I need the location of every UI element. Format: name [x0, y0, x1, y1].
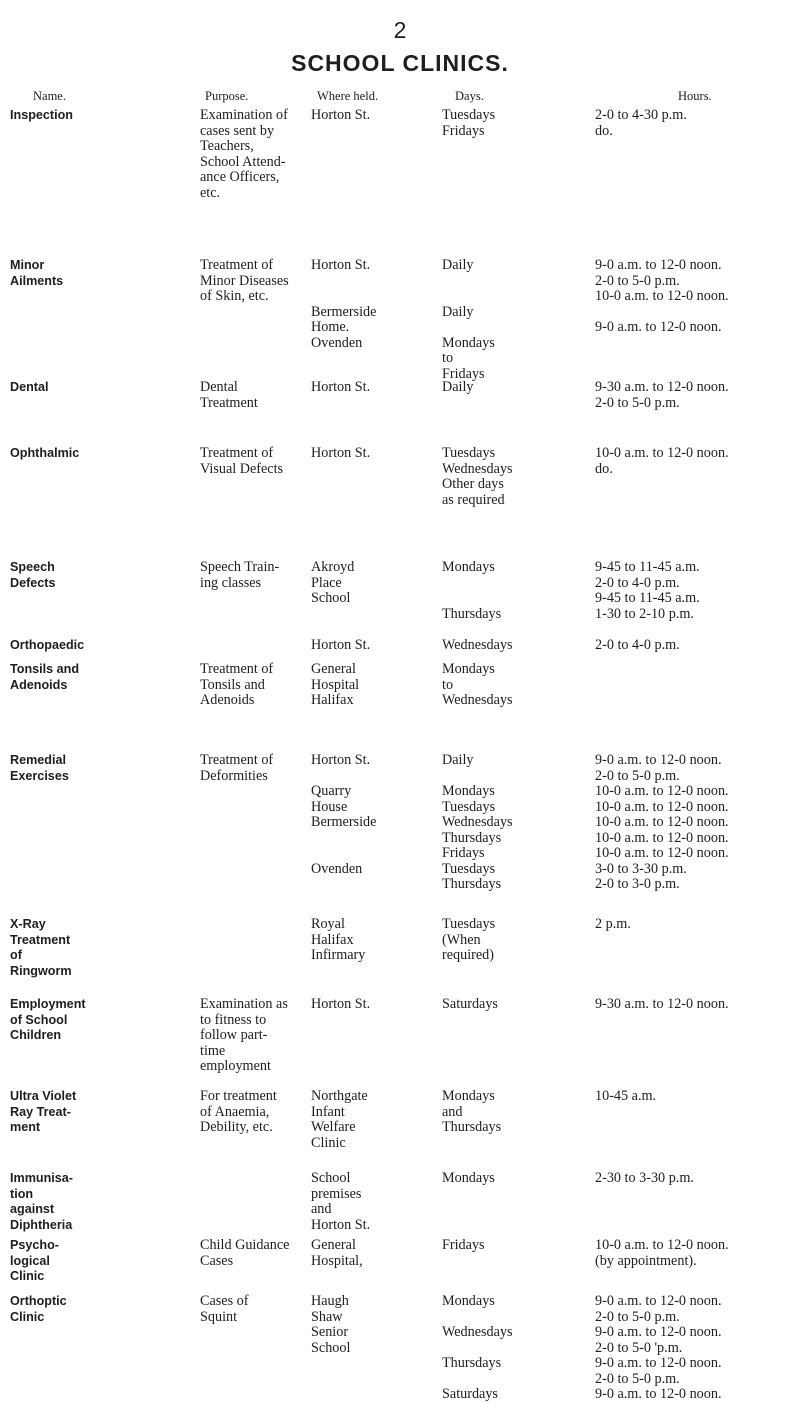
column-header-name: Name.	[33, 89, 66, 103]
cell-where: Horton St.	[311, 445, 371, 461]
cell-where: Horton St.	[311, 379, 371, 395]
cell-name: Ultra Violet Ray Treat- ment	[10, 1089, 77, 1134]
cell-days: Mondays to Wednesdays	[442, 661, 513, 708]
cell-where: Horton St.	[311, 996, 371, 1012]
cell-where: Haugh Shaw Senior School	[311, 1293, 351, 1356]
cell-days: Mondays Thursdays	[442, 559, 502, 622]
cell-where: Royal Halifax Infirmary	[311, 916, 366, 963]
cell-name: Remedial Exercises	[10, 753, 69, 783]
cell-days: Wednesdays	[442, 637, 513, 653]
cell-purpose: Examination of cases sent by Teachers, School Attend- ance Officers, etc.	[200, 107, 288, 201]
cell-purpose: Treatment of Tonsils and Adenoids	[200, 661, 274, 708]
column-header-hours: Hours.	[678, 89, 712, 103]
cell-hours: 10-45 a.m.	[595, 1088, 657, 1104]
cell-days: Tuesdays Wednesdays Other days as required	[442, 445, 513, 508]
cell-name: Inspection	[10, 108, 73, 122]
cell-hours: 2-0 to 4-0 p.m.	[595, 637, 680, 653]
cell-name: Minor Ailments	[10, 258, 64, 288]
cell-name: X-Ray Treatment of Ringworm	[10, 917, 72, 978]
cell-where: Horton St.	[311, 107, 371, 123]
cell-days: Fridays	[442, 1237, 485, 1253]
cell-hours: 10-0 a.m. to 12-0 noon. do.	[595, 445, 729, 477]
cell-where: General Hospital Halifax	[311, 661, 360, 708]
cell-purpose: Cases of Squint	[200, 1293, 249, 1325]
cell-purpose: Treatment of Minor Diseases of Skin, etc.	[200, 257, 289, 304]
cell-hours: 9-30 a.m. to 12-0 noon.	[595, 996, 729, 1012]
cell-days: Mondays Wednesdays Thursdays Saturdays	[442, 1293, 513, 1402]
cell-days: Tuesdays (When required)	[442, 916, 496, 963]
cell-purpose: Treatment of Visual Defects	[200, 445, 284, 477]
cell-hours: 9-0 a.m. to 12-0 noon. 2-0 to 5-0 p.m. 10-0 a.m. to 12-0 noon. 10-0 a.m. to 12-0 noon. 10-0 a.m. to 12-0 noon. 10-0 a.m. to 12-0 noon. 10-0 a.m. to 12-0 noon. 3-0 to 3-30 p.m. 2-0 to 3-0 p.m.	[595, 752, 729, 892]
cell-hours: 2-0 to 4-30 p.m. do.	[595, 107, 687, 139]
cell-name: Speech Defects	[10, 560, 56, 590]
cell-name: Ophthalmic	[10, 446, 80, 460]
cell-purpose: Dental Treatment	[200, 379, 258, 411]
cell-purpose: Treatment of Deformities	[200, 752, 274, 784]
cell-hours: 2-30 to 3-30 p.m.	[595, 1170, 694, 1186]
cell-name: Tonsils and Adenoids	[10, 662, 80, 692]
cell-name: Orthopaedic	[10, 638, 85, 652]
cell-days: Daily Daily Mondays to Fridays	[442, 257, 495, 382]
cell-purpose: Examination as to fitness to follow part- time employment	[200, 996, 288, 1074]
cell-where: General Hospital,	[311, 1237, 363, 1269]
cell-where: School premises and Horton St.	[311, 1170, 371, 1233]
cell-where: Horton St. Quarry House Bermerside Ovenden	[311, 752, 377, 877]
cell-days: Daily	[442, 379, 474, 395]
cell-purpose: Speech Train- ing classes	[200, 559, 280, 591]
cell-name: Immunisa- tion against Diphtheria	[10, 1171, 73, 1232]
cell-days: Saturdays	[442, 996, 498, 1012]
cell-hours: 9-0 a.m. to 12-0 noon. 2-0 to 5-0 p.m. 9-0 a.m. to 12-0 noon. 2-0 to 5-0 'p.m. 9-0 a.m. to 12-0 noon. 2-0 to 5-0 p.m. 9-0 a.m. to 12-0 noon.	[595, 1293, 722, 1402]
page-number: 2	[393, 17, 407, 43]
cell-hours: 9-0 a.m. to 12-0 noon. 2-0 to 5-0 p.m. 10-0 a.m. to 12-0 noon. 9-0 a.m. to 12-0 noon.	[595, 257, 729, 335]
cell-days: Daily Mondays Tuesdays Wednesdays Thursdays Fridays Tuesdays Thursdays	[442, 752, 513, 892]
column-header-where: Where held.	[317, 89, 379, 103]
cell-where: Akroyd Place School	[311, 559, 355, 606]
cell-hours: 9-30 a.m. to 12-0 noon. 2-0 to 5-0 p.m.	[595, 379, 729, 411]
cell-where: Horton St.	[311, 637, 371, 653]
cell-days: Mondays and Thursdays	[442, 1088, 502, 1135]
cell-name: Employment of School Children	[10, 997, 86, 1042]
cell-purpose: For treatment of Anaemia, Debility, etc.	[200, 1088, 277, 1135]
cell-days: Mondays	[442, 1170, 495, 1186]
column-header-days: Days.	[455, 89, 484, 103]
cell-hours: 2 p.m.	[595, 916, 631, 932]
cell-purpose: Child Guidance Cases	[200, 1237, 290, 1269]
cell-days: Tuesdays Fridays	[442, 107, 496, 139]
cell-name: Psycho- logical Clinic	[10, 1238, 59, 1283]
cell-where: Northgate Infant Welfare Clinic	[311, 1088, 368, 1151]
cell-where: Horton St. Bermerside Home. Ovenden	[311, 257, 377, 351]
cell-name: Orthoptic Clinic	[10, 1294, 67, 1324]
cell-hours: 10-0 a.m. to 12-0 noon. (by appointment).	[595, 1237, 729, 1269]
cell-hours: 9-45 to 11-45 a.m. 2-0 to 4-0 p.m. 9-45 to 11-45 a.m. 1-30 to 2-10 p.m.	[595, 559, 700, 622]
cell-name: Dental	[10, 380, 49, 394]
page-title: SCHOOL CLINICS.	[291, 50, 509, 76]
column-header-purpose: Purpose.	[205, 89, 249, 103]
